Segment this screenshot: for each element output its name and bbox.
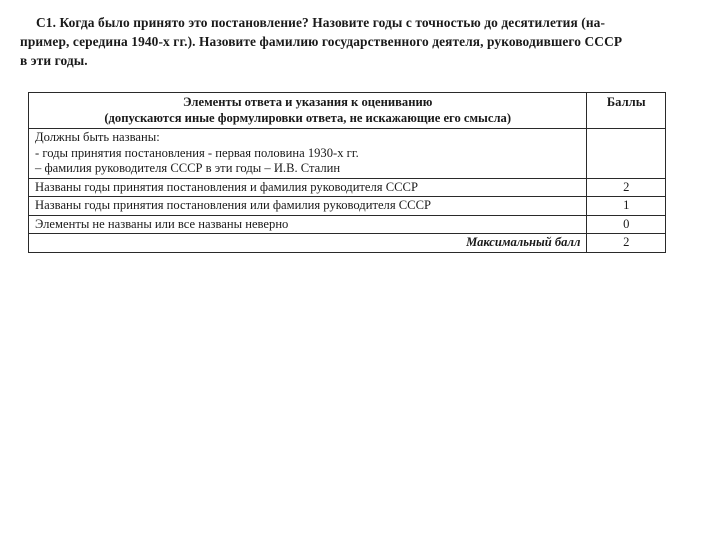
question-line-3: в эти годы.: [20, 53, 88, 68]
answer-leader: – фамилия руководителя СССР в эти годы – И.В. Сталин: [35, 161, 341, 175]
answer-block-row: [29, 129, 666, 179]
question-line-2: пример, середина 1940-х гг.). Назовите фамилию государственного деятеля, руководившего СССР: [20, 34, 623, 49]
criterion-text: Названы годы принятия постановления и фамилия руководителя СССР: [29, 178, 587, 197]
header-points: Баллы: [587, 93, 666, 129]
table-row: [29, 178, 666, 197]
question-text: [20, 13, 680, 70]
criterion-text: Элементы не названы или все названы неверно: [29, 215, 587, 234]
table-header-row: [29, 93, 666, 129]
answer-intro: Должны быть названы:: [35, 130, 160, 144]
table-row: [29, 215, 666, 234]
header-elements-note: (допускаются иные формулировки ответа, не искажающие его смысла): [104, 110, 512, 125]
answer-block-points: [587, 129, 666, 179]
max-score-label: Максимальный балл: [29, 234, 587, 253]
answer-block: [29, 129, 587, 179]
criterion-text: Названы годы принятия постановления или фамилия руководителя СССР: [29, 197, 587, 216]
grading-table: [28, 92, 666, 253]
answer-years: - годы принятия постановления - первая половина 1930-х гг.: [35, 145, 359, 160]
criterion-points: 1: [587, 197, 666, 216]
max-score-row: [29, 234, 666, 253]
header-elements: [29, 93, 587, 129]
table-row: [29, 197, 666, 216]
max-score-points: 2: [587, 234, 666, 253]
criterion-points: 0: [587, 215, 666, 234]
question-line-1: С1. Когда было принято это постановление? Назовите годы с точностью до десятилетия (на-: [36, 15, 605, 30]
criterion-points: 2: [587, 178, 666, 197]
header-elements-title: Элементы ответа и указания к оцениванию: [183, 95, 433, 109]
